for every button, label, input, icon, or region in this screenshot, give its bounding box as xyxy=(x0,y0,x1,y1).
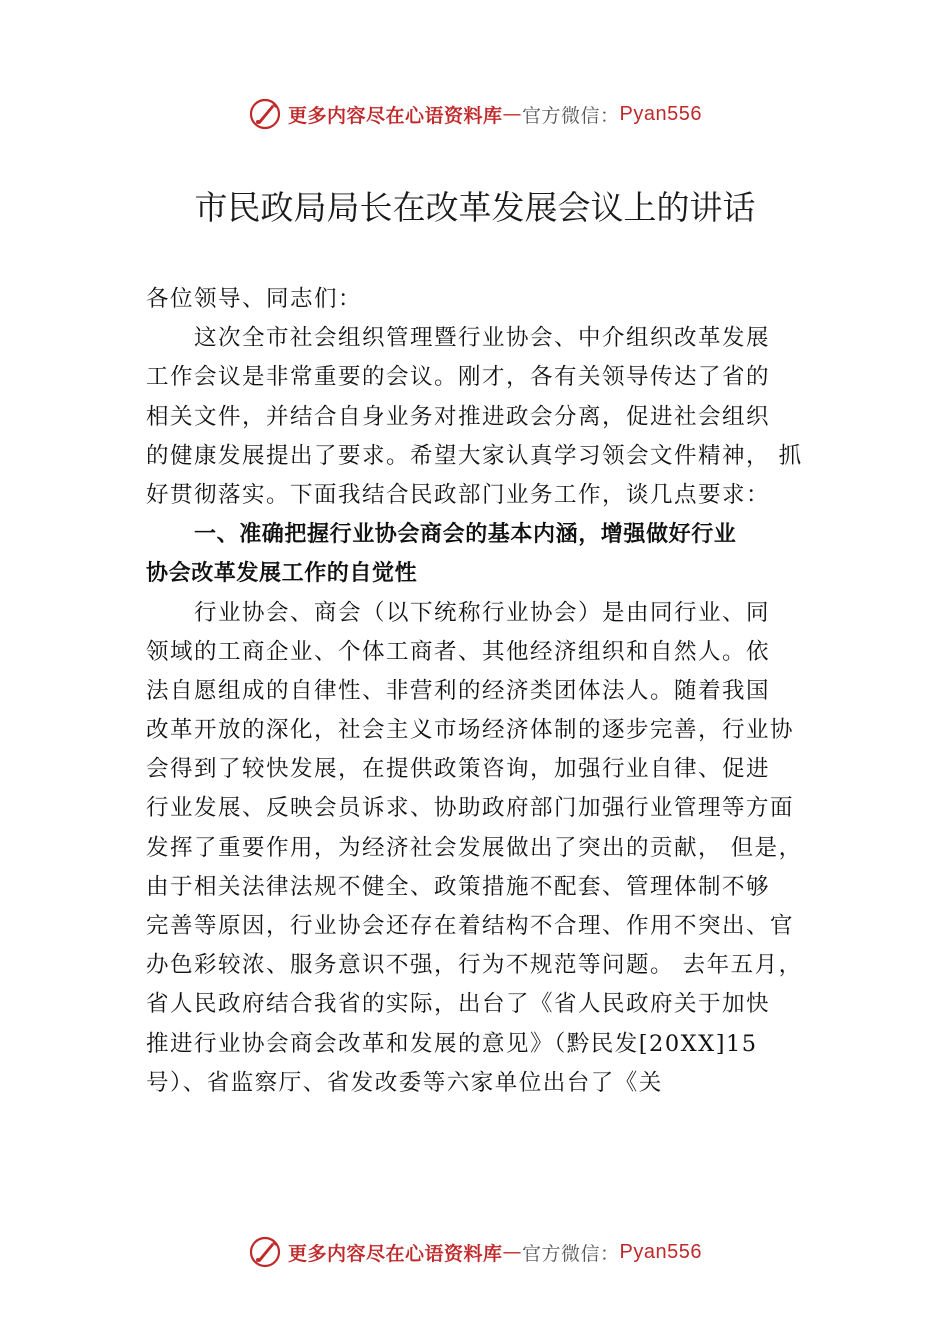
paragraph-line: 行业协会、商会（以下统称行业协会）是由同行业、同 xyxy=(194,599,771,626)
watermark-wechat-label: 官方微信： xyxy=(522,104,620,127)
paragraph-line: 办色彩较浓、服务意识不强，行为不规范等问题。 去年五月， xyxy=(146,952,803,979)
paragraph-line: 领域的工商企业、个体工商者、其他经济组织和自然人。依 xyxy=(146,638,771,665)
watermark-wechat-label: 官方微信： xyxy=(522,1242,620,1265)
paragraph-line: 这次全市社会组织管理暨行业协会、中介组织改革发展 xyxy=(194,325,771,352)
salutation-line: 各位领导、同志们： xyxy=(146,286,363,312)
paragraph-line: 行业发展、反映会员诉求、协助政府部门加强行业管理等方面 xyxy=(146,795,795,822)
document-title: 市民政局局长在改革发展会议上的讲话 xyxy=(194,188,756,227)
quill-pen-icon xyxy=(248,1235,282,1269)
paragraph-line: 推进行业协会商会改革和发展的意见》（黔民发[20XX]15 xyxy=(146,1030,758,1057)
paragraph-line: 相关文件，并结合自身业务对推进政会分离，促进社会组织 xyxy=(146,403,771,430)
watermark-wechat-id: Pyan556 xyxy=(619,1240,702,1263)
paragraph-line: 会得到了较快发展，在提供政策咨询，加强行业自律、促进 xyxy=(146,756,771,783)
watermark-brand-text: 更多内容尽在心语资料库 xyxy=(288,1242,503,1265)
watermark-brand-text: 更多内容尽在心语资料库 xyxy=(288,104,503,127)
paragraph-line: 的健康发展提出了要求。希望大家认真学习领会文件精神， 抓 xyxy=(146,442,803,469)
document-body xyxy=(146,280,816,1103)
paragraph-line: 好贯彻落实。下面我结合民政部门业务工作，谈几点要求： xyxy=(146,481,771,508)
paragraph-line: 法自愿组成的自律性、非营利的经济类团体法人。随着我国 xyxy=(146,677,771,704)
paragraph-line: 号）、省监察厅、省发改委等六家单位出台了《关 xyxy=(146,1069,663,1096)
section-heading-line: 一、准确把握行业协会商会的基本内涵，增强做好行业 xyxy=(194,522,737,548)
paragraph-line: 完善等原因，行业协会还存在着结构不合理、作用不突出、官 xyxy=(146,913,795,939)
paragraph-line: 改革开放的深化，社会主义市场经济体制的逐步完善，行业协 xyxy=(146,717,795,744)
header-watermark-banner xyxy=(0,94,950,134)
quill-pen-icon xyxy=(248,97,282,131)
watermark-dash: — xyxy=(502,103,523,125)
paragraph-line: 工作会议是非常重要的会议。刚才，各有关领导传达了省的 xyxy=(146,364,771,391)
watermark-wechat-id: Pyan556 xyxy=(619,102,702,125)
paragraph-line: 省人民政府结合我省的实际，出台了《省人民政府关于加快 xyxy=(146,991,771,1018)
paragraph-line: 由于相关法律法规不健全、政策措施不配套、管理体制不够 xyxy=(146,873,771,900)
footer-watermark-banner xyxy=(0,1232,950,1272)
watermark-dash: — xyxy=(502,1241,523,1263)
paragraph-line: 发挥了重要作用，为经济社会发展做出了突出的贡献， 但是， xyxy=(146,834,803,861)
section-heading-line: 协会改革发展工作的自觉性 xyxy=(146,561,418,587)
